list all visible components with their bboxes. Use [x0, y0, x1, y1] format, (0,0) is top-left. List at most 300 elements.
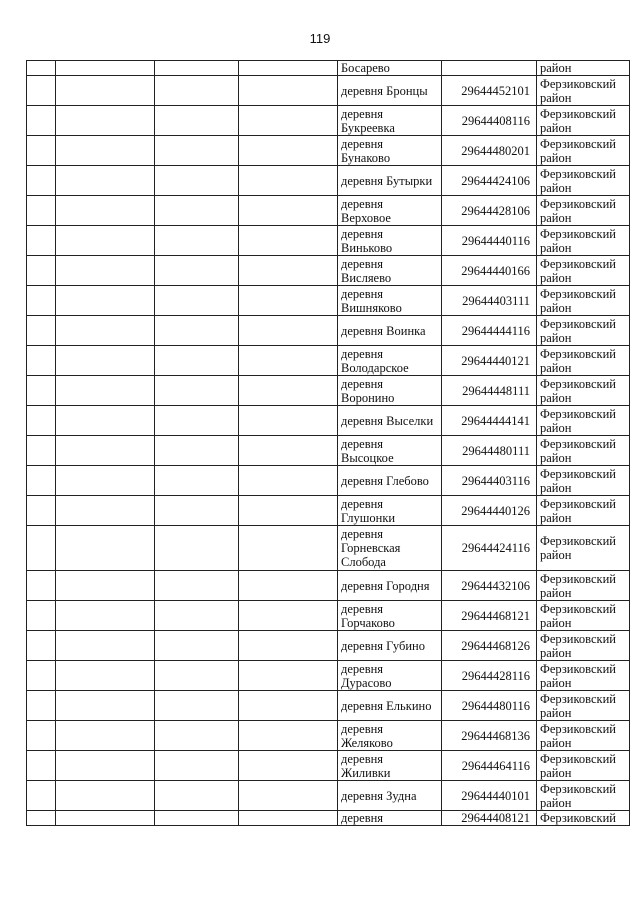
table-row [27, 346, 630, 376]
empty-cell [155, 436, 239, 466]
settlement-name-line: деревня [341, 661, 384, 676]
settlement-name-line: Виньково [341, 240, 393, 255]
district-line: Ферзиковский [540, 376, 616, 391]
oktmo-code-cell: 29644424106 [442, 166, 537, 196]
empty-cell [239, 526, 338, 571]
table-row [27, 256, 630, 286]
empty-cell [27, 346, 56, 376]
table-row [27, 466, 630, 496]
empty-cell [155, 316, 239, 346]
district-line: район [540, 360, 572, 375]
district-line: район [540, 330, 572, 345]
empty-cell [27, 136, 56, 166]
empty-cell [239, 346, 338, 376]
empty-cell [239, 166, 338, 196]
empty-cell [56, 166, 155, 196]
empty-cell [239, 286, 338, 316]
empty-cell [27, 106, 56, 136]
district-line: район [540, 300, 572, 315]
empty-cell [27, 571, 56, 601]
empty-cell [56, 571, 155, 601]
district-cell [537, 316, 630, 346]
district-line: Ферзиковский [540, 406, 616, 421]
district-cell [537, 496, 630, 526]
district-cell [537, 601, 630, 631]
empty-cell [155, 691, 239, 721]
settlement-name-line: деревня [341, 751, 384, 766]
empty-cell [56, 346, 155, 376]
empty-cell [27, 256, 56, 286]
district-line: Ферзиковский [540, 436, 616, 451]
empty-cell [155, 226, 239, 256]
district-line: район [540, 270, 572, 285]
district-cell [537, 226, 630, 256]
table-row [27, 61, 630, 76]
empty-cell [56, 376, 155, 406]
empty-cell [155, 496, 239, 526]
district-cell [537, 631, 630, 661]
district-line: Ферзиковский [540, 811, 616, 825]
settlement-name-line: Высоцкое [341, 450, 394, 465]
empty-cell [27, 226, 56, 256]
settlement-name-line: деревня [341, 721, 384, 736]
settlement-name-line: деревня [341, 601, 384, 616]
district-line: район [540, 150, 572, 165]
settlement-name-cell [338, 61, 442, 76]
district-line: район [540, 585, 572, 600]
table-row [27, 406, 630, 436]
settlement-name-cell [338, 571, 442, 601]
settlement-name-cell [338, 166, 442, 196]
district-line: район [540, 90, 572, 105]
settlement-name-cell [338, 76, 442, 106]
settlement-name-cell [338, 256, 442, 286]
settlement-name-cell [338, 691, 442, 721]
district-line: район [540, 705, 572, 720]
district-line: Ферзиковский [540, 286, 616, 301]
empty-cell [239, 811, 338, 826]
empty-cell [56, 751, 155, 781]
district-cell [537, 436, 630, 466]
empty-cell [239, 721, 338, 751]
district-line: район [540, 390, 572, 405]
empty-cell [27, 526, 56, 571]
settlement-name-line: Воронино [341, 390, 395, 405]
empty-cell [56, 106, 155, 136]
district-cell [537, 526, 630, 571]
empty-cell [56, 316, 155, 346]
empty-cell [155, 286, 239, 316]
empty-cell [27, 376, 56, 406]
empty-cell [155, 661, 239, 691]
empty-cell [56, 601, 155, 631]
empty-cell [27, 781, 56, 811]
district-line: район [540, 645, 572, 660]
settlement-name-cell [338, 136, 442, 166]
empty-cell [27, 76, 56, 106]
district-line: район [540, 510, 572, 525]
settlement-name-cell [338, 466, 442, 496]
district-line: район [540, 795, 572, 810]
empty-cell [27, 61, 56, 76]
district-line: район [540, 675, 572, 690]
settlement-name-cell [338, 406, 442, 436]
table-row [27, 376, 630, 406]
empty-cell [27, 436, 56, 466]
district-line: Ферзиковский [540, 571, 616, 586]
district-cell [537, 61, 630, 76]
empty-cell [155, 256, 239, 286]
table-row [27, 496, 630, 526]
empty-cell [56, 721, 155, 751]
settlement-name-line: Слобода [341, 555, 386, 569]
settlements-table [26, 60, 630, 826]
oktmo-code-cell: 29644408121 [442, 811, 537, 826]
empty-cell [239, 661, 338, 691]
district-line: район [540, 420, 572, 435]
settlement-name-cell [338, 811, 442, 826]
empty-cell [239, 406, 338, 436]
empty-cell [27, 811, 56, 826]
settlement-name-cell [338, 781, 442, 811]
oktmo-code-cell: 29644403111 [442, 286, 537, 316]
table-row [27, 106, 630, 136]
empty-cell [239, 226, 338, 256]
district-line: Ферзиковский [540, 196, 616, 211]
district-line: Ферзиковский [540, 751, 616, 766]
empty-cell [27, 721, 56, 751]
settlement-name-line: деревня [341, 346, 384, 361]
empty-cell [155, 346, 239, 376]
district-cell [537, 466, 630, 496]
oktmo-code-cell: 29644408116 [442, 106, 537, 136]
oktmo-code-cell: 29644440126 [442, 496, 537, 526]
oktmo-code-cell [442, 61, 537, 76]
empty-cell [155, 721, 239, 751]
empty-cell [155, 166, 239, 196]
empty-cell [239, 256, 338, 286]
district-cell [537, 286, 630, 316]
district-line: Ферзиковский [540, 631, 616, 646]
empty-cell [27, 751, 56, 781]
empty-cell [56, 436, 155, 466]
settlement-name-line: деревня [341, 136, 384, 151]
oktmo-code-cell: 29644403116 [442, 466, 537, 496]
district-line: Ферзиковский [540, 346, 616, 361]
empty-cell [56, 661, 155, 691]
district-cell [537, 721, 630, 751]
district-line: Ферзиковский [540, 601, 616, 616]
empty-cell [155, 631, 239, 661]
oktmo-code-cell: 29644448111 [442, 376, 537, 406]
district-line: Ферзиковский [540, 316, 616, 331]
district-cell [537, 106, 630, 136]
district-line: Ферзиковский [540, 721, 616, 736]
empty-cell [155, 196, 239, 226]
district-line: Ферзиковский [540, 106, 616, 121]
empty-cell [27, 466, 56, 496]
settlement-name-cell [338, 106, 442, 136]
district-cell [537, 256, 630, 286]
settlement-name-line: деревня [341, 527, 384, 541]
oktmo-code-cell: 29644444116 [442, 316, 537, 346]
empty-cell [239, 601, 338, 631]
empty-cell [56, 76, 155, 106]
settlement-name-line: деревня Глебово [341, 473, 429, 488]
oktmo-code-cell: 29644424116 [442, 526, 537, 571]
empty-cell [155, 781, 239, 811]
empty-cell [155, 571, 239, 601]
table-row [27, 691, 630, 721]
oktmo-code-cell: 29644428116 [442, 661, 537, 691]
settlement-name-cell [338, 376, 442, 406]
empty-cell [27, 196, 56, 226]
empty-cell [155, 751, 239, 781]
table-row [27, 721, 630, 751]
empty-cell [27, 406, 56, 436]
table-row [27, 571, 630, 601]
empty-cell [56, 196, 155, 226]
settlement-name-line: Горневская [341, 541, 401, 555]
settlement-name-line: деревня [341, 226, 384, 241]
settlement-name-line: Володарское [341, 360, 409, 375]
empty-cell [239, 436, 338, 466]
empty-cell [27, 691, 56, 721]
table-row [27, 76, 630, 106]
district-cell [537, 76, 630, 106]
empty-cell [155, 106, 239, 136]
district-line: район [540, 548, 572, 562]
district-line: Ферзиковский [540, 781, 616, 796]
empty-cell [56, 226, 155, 256]
district-line: район [540, 480, 572, 495]
settlement-name-cell [338, 526, 442, 571]
district-cell [537, 751, 630, 781]
settlement-name-cell [338, 721, 442, 751]
settlement-name-line: Бунаково [341, 150, 391, 165]
oktmo-code-cell: 29644480116 [442, 691, 537, 721]
settlement-name-line: деревня Бронцы [341, 83, 428, 98]
district-line: район [540, 61, 572, 75]
empty-cell [239, 376, 338, 406]
oktmo-code-cell: 29644464116 [442, 751, 537, 781]
empty-cell [239, 136, 338, 166]
settlement-name-cell [338, 346, 442, 376]
settlement-name-line: Букреевка [341, 120, 395, 135]
empty-cell [27, 601, 56, 631]
table-row [27, 436, 630, 466]
settlement-name-line: Дурасово [341, 675, 392, 690]
table-row [27, 601, 630, 631]
settlement-name-line: деревня Зудна [341, 788, 417, 803]
oktmo-code-cell: 29644432106 [442, 571, 537, 601]
settlement-name-line: деревня [341, 811, 384, 825]
district-line: Ферзиковский [540, 466, 616, 481]
settlement-name-cell [338, 196, 442, 226]
settlement-name-line: деревня [341, 196, 384, 211]
settlement-name-cell [338, 436, 442, 466]
district-line: район [540, 765, 572, 780]
empty-cell [56, 526, 155, 571]
settlement-name-cell [338, 496, 442, 526]
settlement-name-line: Горчаково [341, 615, 395, 630]
district-line: район [540, 240, 572, 255]
empty-cell [239, 61, 338, 76]
empty-cell [56, 256, 155, 286]
empty-cell [155, 466, 239, 496]
empty-cell [56, 811, 155, 826]
empty-cell [155, 61, 239, 76]
settlement-name-line: деревня Губино [341, 638, 425, 653]
empty-cell [239, 691, 338, 721]
oktmo-code-cell: 29644468121 [442, 601, 537, 631]
empty-cell [155, 136, 239, 166]
empty-cell [155, 76, 239, 106]
settlement-name-cell [338, 631, 442, 661]
settlement-name-line: деревня [341, 106, 384, 121]
settlement-name-line: Жиливки [341, 765, 391, 780]
district-line: район [540, 180, 572, 195]
empty-cell [239, 571, 338, 601]
settlement-name-line: Глушонки [341, 510, 396, 525]
settlement-name-line: деревня [341, 436, 384, 451]
settlement-name-cell [338, 661, 442, 691]
empty-cell [27, 496, 56, 526]
oktmo-code-cell: 29644440166 [442, 256, 537, 286]
district-cell [537, 406, 630, 436]
empty-cell [56, 286, 155, 316]
empty-cell [239, 196, 338, 226]
settlement-name-line: деревня [341, 256, 384, 271]
table-row [27, 136, 630, 166]
empty-cell [155, 406, 239, 436]
settlement-name-line: Желяково [341, 735, 393, 750]
district-line: Ферзиковский [540, 76, 616, 91]
table-row [27, 286, 630, 316]
district-line: Ферзиковский [540, 136, 616, 151]
district-line: Ферзиковский [540, 691, 616, 706]
oktmo-code-cell: 29644480201 [442, 136, 537, 166]
settlement-name-line: Висляево [341, 270, 392, 285]
district-cell [537, 346, 630, 376]
oktmo-code-cell: 29644468136 [442, 721, 537, 751]
district-cell [537, 691, 630, 721]
district-line: район [540, 450, 572, 465]
empty-cell [27, 661, 56, 691]
settlement-name-line: деревня [341, 376, 384, 391]
district-cell [537, 571, 630, 601]
district-cell [537, 196, 630, 226]
empty-cell [56, 691, 155, 721]
district-line: район [540, 615, 572, 630]
table-row [27, 661, 630, 691]
district-cell [537, 781, 630, 811]
settlement-name-line: Вишняково [341, 300, 402, 315]
empty-cell [56, 496, 155, 526]
settlement-name-cell [338, 316, 442, 346]
settlement-name-line: деревня Бутырки [341, 173, 433, 188]
oktmo-code-cell: 29644440116 [442, 226, 537, 256]
settlement-name-line: Верховое [341, 210, 391, 225]
settlement-name-cell [338, 226, 442, 256]
settlement-name-line: деревня Выселки [341, 413, 434, 428]
district-line: район [540, 210, 572, 225]
empty-cell [27, 316, 56, 346]
oktmo-code-cell: 29644444141 [442, 406, 537, 436]
empty-cell [239, 76, 338, 106]
empty-cell [239, 106, 338, 136]
district-line: Ферзиковский [540, 496, 616, 511]
empty-cell [239, 496, 338, 526]
table-row [27, 196, 630, 226]
empty-cell [56, 136, 155, 166]
district-line: Ферзиковский [540, 256, 616, 271]
empty-cell [56, 781, 155, 811]
district-line: Ферзиковский [540, 661, 616, 676]
oktmo-code-cell: 29644440121 [442, 346, 537, 376]
empty-cell [239, 316, 338, 346]
district-line: район [540, 735, 572, 750]
page-number: 119 [309, 31, 331, 46]
table-row [27, 631, 630, 661]
settlement-name-line: деревня Елькино [341, 698, 432, 713]
empty-cell [56, 61, 155, 76]
district-cell [537, 166, 630, 196]
settlement-name-line: деревня Городня [341, 578, 430, 593]
empty-cell [27, 631, 56, 661]
empty-cell [239, 751, 338, 781]
empty-cell [239, 631, 338, 661]
empty-cell [155, 811, 239, 826]
empty-cell [27, 166, 56, 196]
oktmo-code-cell: 29644440101 [442, 781, 537, 811]
settlement-name-cell [338, 286, 442, 316]
empty-cell [155, 601, 239, 631]
empty-cell [56, 631, 155, 661]
district-line: Ферзиковский [540, 166, 616, 181]
district-cell [537, 661, 630, 691]
empty-cell [56, 406, 155, 436]
empty-cell [155, 526, 239, 571]
empty-cell [27, 286, 56, 316]
table-row [27, 526, 630, 571]
settlement-name-cell [338, 601, 442, 631]
settlement-name-line: деревня [341, 496, 384, 511]
oktmo-code-cell: 29644428106 [442, 196, 537, 226]
district-cell [537, 136, 630, 166]
table-row [27, 316, 630, 346]
district-line: Ферзиковский [540, 534, 616, 548]
table-row [27, 226, 630, 256]
district-line: район [540, 120, 572, 135]
district-cell [537, 376, 630, 406]
oktmo-code-cell: 29644452101 [442, 76, 537, 106]
settlement-name-cell [338, 751, 442, 781]
oktmo-code-cell: 29644480111 [442, 436, 537, 466]
empty-cell [239, 781, 338, 811]
district-cell [537, 811, 630, 826]
oktmo-code-cell: 29644468126 [442, 631, 537, 661]
empty-cell [56, 466, 155, 496]
table-row [27, 751, 630, 781]
district-line: Ферзиковский [540, 226, 616, 241]
table-row [27, 166, 630, 196]
settlement-name-line: Босарево [341, 61, 390, 75]
settlement-name-line: деревня Воинка [341, 323, 426, 338]
settlement-name-line: деревня [341, 286, 384, 301]
table-row [27, 811, 630, 826]
table-row [27, 781, 630, 811]
